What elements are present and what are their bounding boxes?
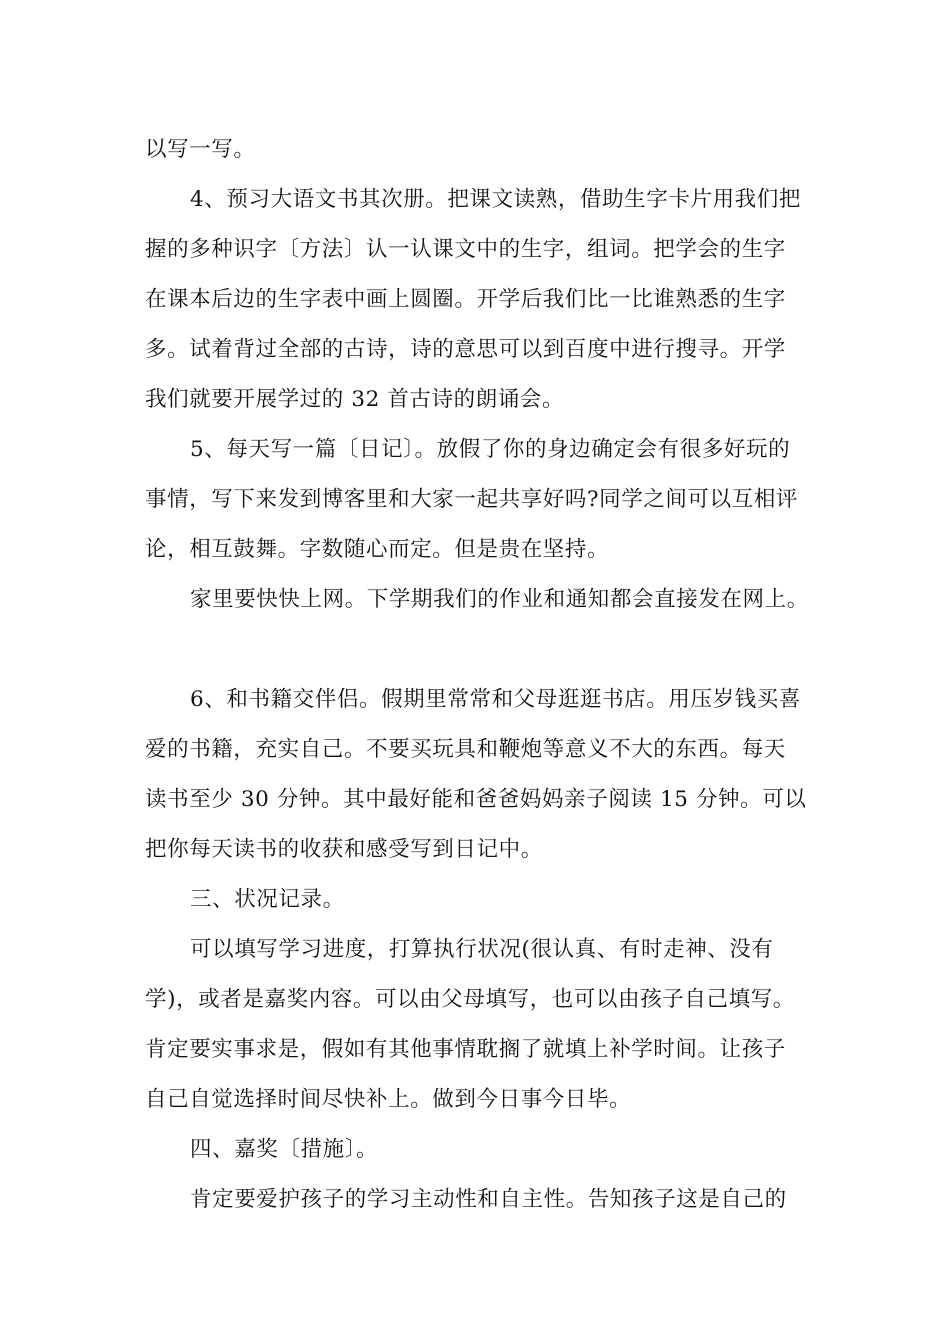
text-line: 家里要快快上网。下学期我们的作业和通知都会直接发在网上。 <box>190 587 809 612</box>
text-line: 学)，或者是嘉奖内容。可以由父母填写，也可以由孩子自己填写。 <box>145 987 795 1012</box>
text-line: 我们就要开展学过的 32 首古诗的朗诵会。 <box>145 387 565 412</box>
text-line: 把你每天读书的收获和感受写到日记中。 <box>145 837 543 862</box>
section-heading: 四、嘉奖〔措施〕。 <box>190 1137 379 1162</box>
text-line: 4、预习大语文书其次册。把课文读熟，借助生字卡片用我们把 <box>190 187 801 212</box>
text-line: 6、和书籍交伴侣。假期里常常和父母逛逛书店。用压岁钱买喜 <box>190 687 801 712</box>
text-line: 读书至少 30 分钟。其中最好能和爸爸妈妈亲子阅读 15 分钟。可以 <box>145 787 807 812</box>
text-line: 肯定要实事求是，假如有其他事情耽搁了就填上补学时间。让孩子 <box>145 1037 786 1062</box>
text-line: 握的多种识字〔方法〕认一认课文中的生字，组词。把学会的生字 <box>145 237 786 262</box>
text-line: 事情，写下来发到博客里和大家一起共享好吗?同学之间可以互相评 <box>145 487 799 512</box>
text-line: 多。试着背过全部的古诗，诗的意思可以到百度中进行搜寻。开学 <box>145 337 786 362</box>
text-line: 以写一写。 <box>145 137 256 162</box>
text-line: 可以填写学习进度，打算执行状况(很认真、有时走神、没有 <box>190 937 774 962</box>
section-heading: 三、状况记录。 <box>190 887 345 912</box>
text-line: 爱的书籍，充实自己。不要买玩具和鞭炮等意义不大的东西。每天 <box>145 737 786 762</box>
text-line: 在课本后边的生字表中画上圆圈。开学后我们比一比谁熟悉的生字 <box>145 287 786 312</box>
text-line: 5、每天写一篇〔日记〕。放假了你的身边确定会有很多好玩的 <box>190 437 791 462</box>
text-line: 自己自觉选择时间尽快补上。做到今日事今日毕。 <box>145 1087 632 1112</box>
text-line: 论，相互鼓舞。字数随心而定。但是贵在坚持。 <box>145 537 610 562</box>
text-line: 肯定要爱护孩子的学习主动性和自主性。告知孩子这是自己的 <box>190 1187 787 1212</box>
